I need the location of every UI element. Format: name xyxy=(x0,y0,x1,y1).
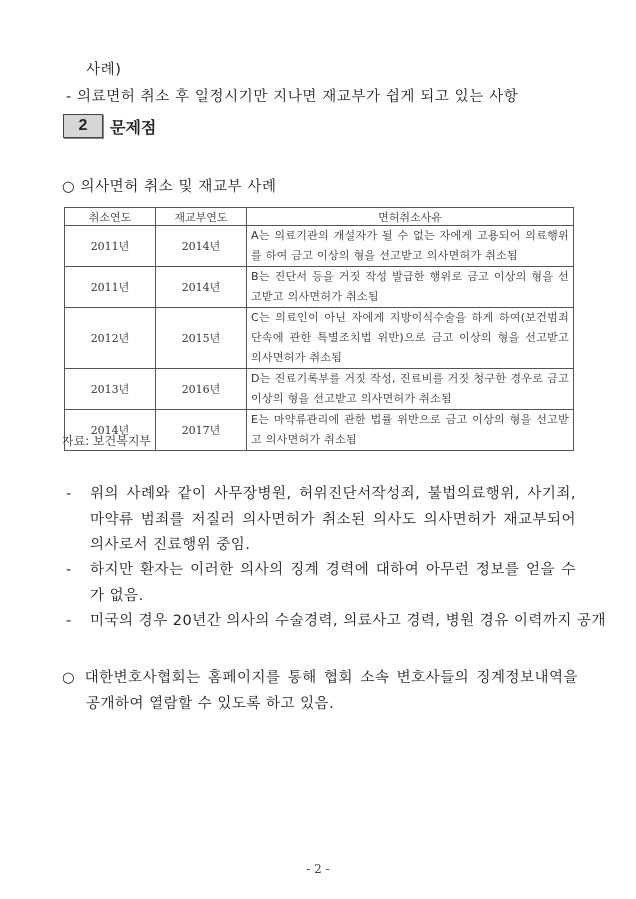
table-row xyxy=(65,308,574,369)
source-note: 자료: 보건복지부 xyxy=(62,434,152,448)
cancel-year: 2012년 xyxy=(65,308,156,369)
reissue-year: 2016년 xyxy=(156,369,247,410)
bullet-item xyxy=(66,609,606,635)
intro-bullet: - 의료면허 취소 후 일정시기만 지나면 재교부가 쉽게 되고 있는 사항 xyxy=(66,89,519,105)
reason: D는 진료기록부를 거짓 작성, 진료비를 거짓 청구한 경우로 금고이상의 형을 선고받고 의사면허가 취소됨 xyxy=(247,369,574,410)
cancel-year: 2013년 xyxy=(65,369,156,410)
bullet-dash: - xyxy=(66,562,72,578)
bullet-dash: - xyxy=(66,486,72,502)
reason: C는 의료인이 아닌 자에게 지방이식수술을 하게 하여(보건범죄 단속에 관한 특별조치법 위반)으로 금고 이상의 형을 선고받고 의사면허가 취소됨 xyxy=(247,308,574,369)
license-cases-table xyxy=(64,207,574,451)
table-row xyxy=(65,369,574,410)
bar-association-text: ○ 대한변호사협회는 홈페이지를 통해 협회 소속 변호사들의 징계정보내역을 공개하여 열람할 수 있도록 하고 있음. xyxy=(62,670,578,712)
cases-heading: ○ 의사면허 취소 및 재교부 사례 xyxy=(62,179,277,195)
table-row xyxy=(65,226,574,267)
header-reissue-year: 재교부연도 xyxy=(156,208,247,226)
section-title: 문제점 xyxy=(110,117,157,137)
page-number: - 2 - xyxy=(306,862,330,876)
reissue-year: 2014년 xyxy=(156,267,247,308)
reissue-year: 2014년 xyxy=(156,226,247,267)
bullet-text: 하지만 환자는 이러한 의사의 징계 경력에 대하여 아무런 정보를 얻을 수가 없음. xyxy=(90,562,576,604)
bullet-item xyxy=(66,482,576,559)
bar-association-paragraph xyxy=(62,666,578,717)
bullet-text: 미국의 경우 20년간 의사의 수술경력, 의료사고 경력, 병원 경유 이력까지 공개 xyxy=(90,613,606,629)
cancel-year: 2014년 xyxy=(65,410,156,451)
section-number: 2 xyxy=(63,114,103,138)
cancel-year: 2011년 xyxy=(65,226,156,267)
bullet-dash: - xyxy=(66,613,72,629)
reason: A는 의료기관의 개설자가 될 수 없는 자에게 고용되어 의료행위를 하여 금고 이상의 형을 선고받고 의사면허가 취소됨 xyxy=(247,226,574,267)
bullet-text: 위의 사례와 같이 사무장병원, 허위진단서작성죄, 불법의료행위, 사기죄, 마약류 범죄를 저질러 의사면허가 취소된 의사도 의사면허가 재교부되어 의사로서 진료행위 중임. xyxy=(90,486,576,553)
reason: E는 마약류관리에 관한 법률 위반으로 금고 이상의 형을 선고받고 의사면허가 취소됨 xyxy=(247,410,574,451)
header-cancel-year: 취소연도 xyxy=(65,208,156,226)
bullet-item xyxy=(66,558,576,609)
table-header-row xyxy=(65,208,574,226)
reason: B는 진단서 등을 거짓 작성 발급한 행위로 금고 이상의 형을 선고받고 의사면허가 취소됨 xyxy=(247,267,574,308)
section-heading xyxy=(63,114,156,138)
reissue-year: 2017년 xyxy=(156,410,247,451)
cancel-year: 2011년 xyxy=(65,267,156,308)
header-reason: 면허취소사유 xyxy=(247,208,574,226)
continued-text: 사례) xyxy=(86,62,122,78)
table-row xyxy=(65,267,574,308)
reissue-year: 2015년 xyxy=(156,308,247,369)
